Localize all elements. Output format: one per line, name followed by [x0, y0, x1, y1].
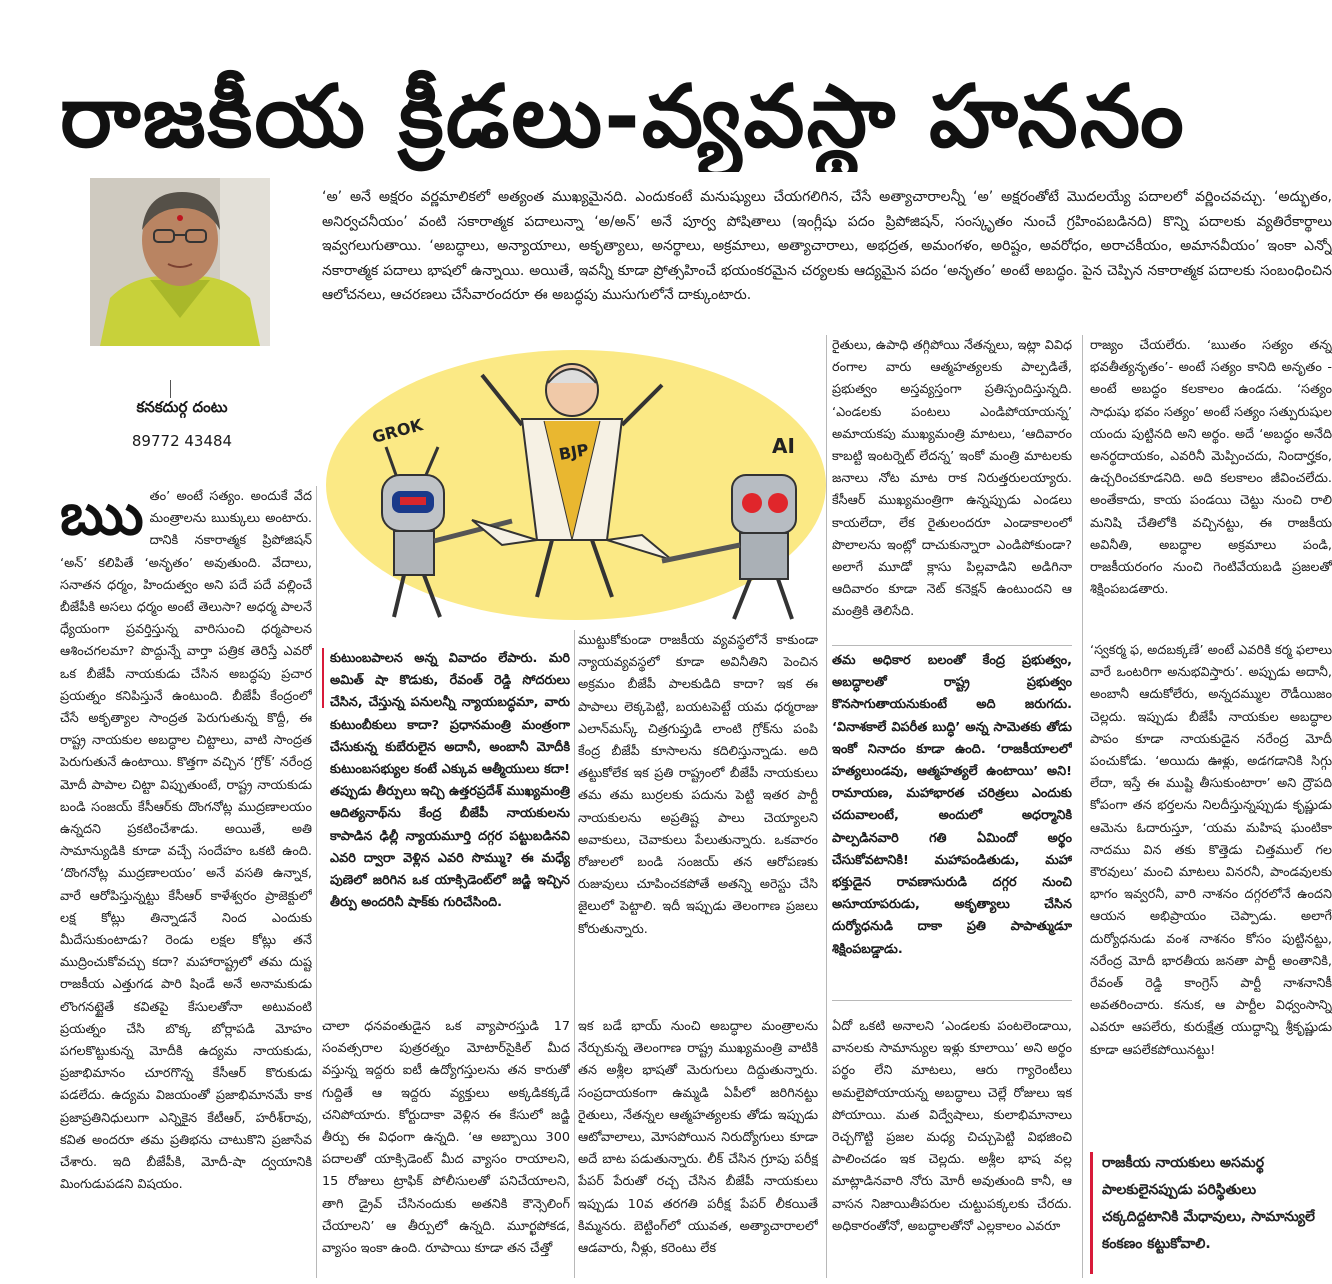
box-bottom-rule — [832, 1000, 1072, 1001]
cartoon-label-left: GROK — [370, 415, 425, 447]
article-column-2: కుటుంబపాలన అన్న వివాదం లేపారు. మరి అమిత్ షా కొడుకు, రేవంత్ రెడ్డి సోదరులు చేసిన, చేస్తున్న పనులన్నీ న్యాయబద్ధమా, వారు కుటుంబీకులు కాదా? ప్రధానమంత్రి మంత్రంగా చేసుకున్న కుబేరులైన అదానీ, అంబానీ మోదీకి కుటుంబసభ్యుల కంటే ఎక్కువ ఆత్మీయులు కదా! తప్పుడు తీర్పులు ఇచ్చి ఉత్తరప్రదేశ్ ముఖ్యమంత్రి ఆదిత్యనాథ్‌ను కేంద్ర బీజేపీ నాయకులను కాపాడిన ఢిల్లీ న్యాయమూర్తి దగ్గర పట్టుబడినవి ఎవరి ద్వారా వెళ్లిన ఎవరి సొమ్ము? ఈ మధ్యే పుణెలో జరిగిన ఒక యాక్సిడెంట్‌లో జడ్జి ఇచ్చిన తీర్పు అందరినీ షాక్‌కు గురిచేసింది. — [330, 651, 570, 911]
author-name: కనకదుర్గ దంటు — [136, 398, 228, 416]
article-column-1 — [60, 486, 312, 1278]
author-portrait-icon — [90, 178, 270, 346]
cartoon-label-right: AI — [772, 434, 795, 458]
editorial-cartoon — [322, 335, 830, 625]
column-divider-1 — [316, 486, 317, 1278]
author-divider — [170, 380, 171, 398]
column-divider-4 — [1082, 335, 1083, 1278]
author-photo — [90, 178, 270, 346]
article-column-3b: ఇక బడే భాయ్ నుంచి అబద్ధాల మంత్రాలను నేర్చుకున్న తెలంగాణ రాష్ట్ర ముఖ్యమంత్రి వాటికి తన అశ్లీల భాషతో మెరుగులు దిద్దుతున్నారు. సంప్రదాయకంగా ఉమ్మడి ఏపీలో జరిగినట్టు రైతులు, నేతన్నల ఆత్మహత్యలకు తోడు ఇప్పుడు ఆటోవాలాలు, మోసపోయిన నిరుద్యోగులు కూడా అదే బాట పడుతున్నారు. లీక్ చేసిన గ్రూపు పరీక్ష పేపర్ పేరుతో రచ్చ చేసిన బీజేపీ నాయకులు ఇప్పుడు 10వ తరగతి పరీక్ష పేపర్ లీకయితే కిమ్మనరు. బెట్టింగ్‌లో యువత, అత్యాచారాలలో ఆడవారు, నీళ్లు, కరెంటు లేక — [578, 1019, 818, 1257]
article-column-3: ముట్టుకోకుండా రాజకీయ వ్యవస్థలోనే కాకుండా న్యాయవ్యవస్థలో కూడా అవినీతిని పెంచిన అక్రమం బీజేపీ పాలకుడిది కాదా? ఇక ఈ పాపాలు లెక్కపెట్టి, బయటపెట్టే యమ ధర్మరాజు ఎలాన్‌మస్క్ చిత్రగుప్తుడి లాంటి గ్రోక్‌ను పంపి కేంద్ర బీజేపీ కూసాలను కదిలిస్తున్నాడు. అది తట్టుకోలేక ఇక ప్రతి రాష్ట్రంలో బీజేపీ నాయకులు తమ తమ బుర్రలకు పదును పెట్టి ఇతర పార్టీ నాయకులను అప్రతిష్ట పాలు చెయ్యాలని అవాకులు, చెవాకులు పేలుతున్నారు. ఒకవారం రోజులలో బండి సంజయ్ తన ఆరోపణకు రుజువులు చూపించకపోతే అతన్ని అరెస్టు చేసి జైలులో పెట్టాలి. ఇదీ ఇప్పుడు తెలంగాణ ప్రజలు కోరుతున్నారు. — [578, 633, 818, 937]
cartoon-label-center: BJP — [557, 440, 591, 464]
column-divider-3 — [826, 335, 827, 1278]
intro-paragraph: ‘అ’ అనే అక్షరం వర్ణమాలికలో అత్యంత ముఖ్యమైనది. ఎందుకంటే మనుష్యులు చేయగలిగిన, చేసే అత్యాచారాలన్నీ ‘అ’ అక్షరంతోటే మొదలయ్యే పదాలలో వర్ణించవచ్చు. ‘అద్భుతం, అనిర్వచనీయం’ వంటి సకారాత్మక పదాలున్నా ‘అ/అన్’ అనే పూర్వ పోషితాలు (ఇంగ్లీషు పదం ప్రిపోజిషన్, సంస్కృతం నుంచే గ్రహింపబడినది) కొన్ని పదాలకు వ్యతిరేకార్థాలు ఇవ్వగలుగుతాయి. ‘అబద్ధాలు, అన్యాయాలు, అకృత్యాలు, అనర్థాలు, అక్రమాలు, అత్యాచారాలు, అభద్రత, అమంగళం, అరిష్టం, అవరోధం, అరాచకీయం, అమానవీయం’ ఇంకా ఎన్నో నకారాత్మక పదాలు భాషలో ఉన్నాయి. అయితే, ఇవన్నీ కూడా ప్రోత్సహించే భయంకరమైన చర్యలకు ఆద్యమైన పదం ‘అనృతం’ అంటే అబద్ధం. పైన చెప్పిన నకారాత్మక పదాలకు సంబంధించిన ఆలోచనలు, ఆచరణలు చేసేవారందరూ ఈ అబద్ధపు ముసుగులోనే దాక్కుంటారు. — [322, 189, 1332, 303]
article-column-2b: చాలా ధనవంతుడైన ఒక వ్యాపారస్తుడి 17 సంవత్సరాల పుత్రరత్నం మోటార్‌సైకిల్ మీద వస్తున్న ఇద్దరు ఐటీ ఉద్యోగస్తులను తన కారుతో గుద్దితే ఆ ఇద్దరు వ్యక్తులు అక్కడికక్కడే చనిపోయారు. కోర్టుదాకా వెళ్లిన ఈ కేసులో జడ్జి తీర్పు ఈ విధంగా ఉన్నది. ‘ఆ అబ్బాయి 300 పదాలతో యాక్సిడెంట్ మీద వ్యాసం రాయాలని, 15 రోజులు ట్రాఫిక్ పోలీసులతో పనిచేయాలని, తాగి డ్రైవ్ చేసినందుకు అతనికి కౌన్సెలింగ్ చేయాలని’ ఆ తీర్పులో ఉన్నది. మూర్ఖపోకడ, వ్యాసం ఇంకా ఉంది. రూపాయి కూడా తన చేత్తో — [322, 1019, 570, 1257]
article-column-4: రైతులు, ఉపాధి తగ్గిపోయి నేతన్నలు, ఇట్లా వివిధ రంగాల వారు ఆత్మహత్యలకు పాల్పడితే, ప్రభుత్వం అస్తవ్యస్తంగా ప్రతిస్పందిస్తున్నది. ‘ఎండలకు పంటలు ఎండిపోయాయన్న’ అమాయకపు ముఖ్యమంత్రి మాటలు, ‘ఆదివారం కాబట్టి ఇంటర్నెట్ లేదన్న’ ఇంకో మంత్రి మాటలకు జనాలు నోట మాట రాక నిరుత్తరులయ్యారు. కేసీఆర్ ముఖ్యమంత్రిగా ఉన్నప్పుడు ఎండలు కాయలేదా, లేక రైతులందరూ ఎండాకాలంలో పొలాలను ఇంట్లో దాచుకున్నారా ఎండిపోకుండా? అలాగే మూడో క్లాసు పిల్లవాడిని అడిగినా ఆదివారం కూడా నెట్ కనెక్షన్ ఉంటుందని ఆ మంత్రికి తెలిసేది. — [832, 338, 1072, 620]
pullquote: రాజకీయ నాయకులు అసమర్థ పాలకులైనప్పుడు పరిస్థితులు చక్కదిద్దటానికి మేధావులు, సామాన్యులే కంకణం కట్టుకోవాలి. — [1102, 1155, 1315, 1252]
author-phone: 89772 43484 — [131, 432, 233, 450]
drop-cap: ఋ — [60, 486, 144, 548]
column-1-text: తం’ అంటే సత్యం. అందుకే వేద మంత్రాలను ఋక్కులు అంటారు. దానికి నకారాత్మక ప్రిపోజిషన్ ‘అన్’ కలిపితే ‘అనృతం’ అవుతుంది. వేదాలు, సనాతన ధర్మం, హిందుత్వం అని పదే పదే వల్లించే బీజేపీకి అసలు ధర్మం అంటే తెలుసా? అధర్మ పాలనే ధ్యేయంగా ప్రవర్తిస్తున్న వారిసుంచి ధర్మపాలన ఆశించగలమా? పొద్దున్నే వార్తా పత్రిక తెరిస్తే ఎవరో ఒక బీజేపీ నాయకుడు చేసిన అబద్ధపు ప్రచార ప్రయత్నం కనిపిస్తునే ఉంటుంది. బీజేపీ కేంద్రంలో చేసే అకృత్యాల సాంద్రత పెరుగుతున్న కొద్దీ, ఈ రాష్ట్ర నాయకుల అబద్ధాల చిట్టాలు, వాటి సాంద్రత పెరుగుతునే ఉంటాయి. కొత్తగా వచ్చిన ‘గ్రోక్’ నరేంద్ర మోదీ పాపాల చిట్టా విప్పుతుంటే, రాష్ట్ర నాయకుడు బండి సంజయ్ కేసీఆర్‌కు దొంగనోట్ల ముద్రణాలయం ఉన్నదని ప్రకటించేశాడు. అయితే, అతి సామాన్యుడికి కూడా వచ్చే సందేహం ఒకటి ఉంది. ‘దొంగనోట్ల ముద్రణాలయం’ అనే వసతి ఉన్నాక, వారే ఆరోపిస్తున్నట్టు కేసీఆర్ కాళేశ్వరం ప్రాజెక్టులో లక్ష కోట్లు తిన్నాడనే నింద ఎందుకు మీదేసుకుంటాడు? రెండు లక్షల కోట్లు తనే ముద్రించుకోవచ్చు కదా? మహారాష్ట్రలో తమ దుష్ట రాజకీయ ఎత్తుగడ పారి షిండే అనే అనామకుడు లొంగనట్టైతే కవితపై కేసులతోనా అటువంటి ప్రయత్నం చేసి బొక్క బోర్లాపడి మోహం పగలకొట్టుకున్న మోదీకి ఉద్యమ నాయకుడు, ప్రజాభిమానం చూరగొన్న కేసీఆర్ కొరుకుడు పడలేదు. ఉద్యమ విజయంతో ప్రజాభిమానమే కాక ప్రజాప్రతినిధులుగా ఎన్నికైన కేటీఆర్, హరీశ్‌రావు, కవిత అందరూ తమ ప్రతిభను చాటుకొని ప్రజాసేవ చేశారు. ఇది బీజేపీకి, మోదీ-షా ద్వయానికి మింగుడుపడని విషయం. — [60, 489, 312, 1193]
headline: రాజకీయ క్రీడలు-వ్యవస్థా హననం — [60, 67, 1186, 167]
article-column-5: రాజ్యం చేయలేరు. ‘ఋతం సత్యం తన్న భవతీత్యనృతం’- అంటే సత్యం కానిది అనృతం - అంటే అబద్ధం కలకాలం ఉండదు. ‘సత్యం సాధుషు భవం సత్యం’ అంటే సత్యం సత్పురుషుల యందు పుట్టినది అని అర్థం. అదే ‘అబద్ధం అనేది అనర్థదాయకం, ఎవరినీ మెప్పించదు, నిందార్హకం, ఉచ్చరించకూడనిది. అది కలకాలం జీవించలేదు. అంతేకాదు, కాయ పండయి చెట్టు నుంచి రాలి మనిషి చేతిలోకి వచ్చినట్టు, ఈ రాజకీయ అవినీతి, అబద్ధాల అక్రమాలు పండి, రాజకీయరంగం నుంచి గెంటివేయబడి ప్రజలతో శిక్షింపబడతారు. — [1090, 338, 1332, 598]
article-column-4b: తమ అధికార బలంతో కేంద్ర ప్రభుత్వం, అబద్ధాలతో రాష్ట్ర ప్రభుత్వం కొనసాగుతాయనుకుంటే అది జరుగదు. ‘వినాశకాలే విపరీత బుద్ధి’ అన్న సామెతకు తోడు ఇంకో నినాదం కూడా ఉంది. ‘రాజకీయాలలో హత్యలుండవు, ఆత్మహత్యలే ఉంటాయి’ అని! రామాయణ, మహాభారత చరిత్రలు ఎందుకు చదువాలంటే, అందులో అధర్మానికి పాల్పడినవారి గతి ఏమిందో అర్థం చేసుకోవటానికి! మహాపండితుడు, మహా భక్తుడైన రావణాసురుడి దగ్గర నుంచి అసూయాపరుడు, అకృత్యాలు చేసిన దుర్యోధనుడి దాకా ప్రతి పాపాత్ముడూ శిక్షింపబడ్డాడు. — [832, 653, 1072, 957]
article-column-5b: ‘స్వకర్మ ఫ, అదబక్కణే’ అంటే ఎవరికి కర్మ ఫలాలు వారే ఒంటరిగా అనుభవిస్తారు’. అప్పుడు అదానీ, అంబానీ ఆదుకోలేరు, అన్నదమ్ముల రౌడీయిజం చెల్లదు. ఇప్పుడు బీజేపీ నాయకుల అబద్ధాల పాపం కూడా నాయకుడైన నరేంద్ర మోదీ పంచుకోడు. ‘అయిదు ఊళ్లు, అడగడానికి సిగ్గు లేదా, ఇస్తే ఈ ముష్టి తీసుకుంటారా’ అని ద్రౌపది కోపంగా తన భర్తలను నిలదీస్తున్నప్పుడు కృష్ణుడు ఆమెను ఓదారుస్తూ, ‘యమ మహిష ఘంటికా నాదము విన తకు కొత్తెడు చిత్తముల్ గల కౌరవులు’ మంచి మాటలు వినరనీ, పాండవులకు భాగం ఇవ్వరనీ, వారి నాశనం దగ్గరలోనే ఉందని ఆయన అభిప్రాయం చెప్పాడు. అలాగే దుర్యోధనుడు వంశ నాశనం కోసం పుట్టినట్టు, నరేంద్ర మోదీ భారతీయ జనతా పార్టీ అంతానికి, రేవంత్ రెడ్డి కాంగ్రెస్ పార్టీ నాశనానికీ అవతరించారు. కనుక, ఆ పార్టీల విధ్వంసాన్ని ఎవరూ ఆపలేరు, కురుక్షేత్ర యుద్ధాన్ని శ్రీకృష్ణుడు కూడా ఆపలేకపోయినట్టు! — [1090, 643, 1332, 1058]
article-column-4c: ఏదో ఒకటి అనాలని ‘ఎండలకు పంటలెండాయి, వానలకు సామాన్యుల ఇళ్లు కూలాయి’ అని అర్థం పర్థం లేని మాటలు, ఆరు గ్యారెంటీలు అమలైపోయాయన్న అబద్ధాలు చెల్లే రోజులు ఇక పోయాయి. మత విద్వేషాలు, కులాభిమానాలు రెచ్చగొట్టి ప్రజల మధ్య చిచ్చుపెట్టి విభజించి పాలించడం ఇక చెల్లదు. అశ్లీల భాష వల్ల మాట్లాడినవారి నోరు మోరీ అవుతుంది కానీ, ఆ వాసన నిజాయితీపరుల చుట్టుపక్కలకు చేరదు. అధికారంతోనో, అబద్ధాలతోనో ఎల్లకాలం ఎవరూ — [832, 1019, 1072, 1234]
box-top-rule — [832, 645, 1072, 646]
column-divider-2 — [574, 630, 575, 1278]
